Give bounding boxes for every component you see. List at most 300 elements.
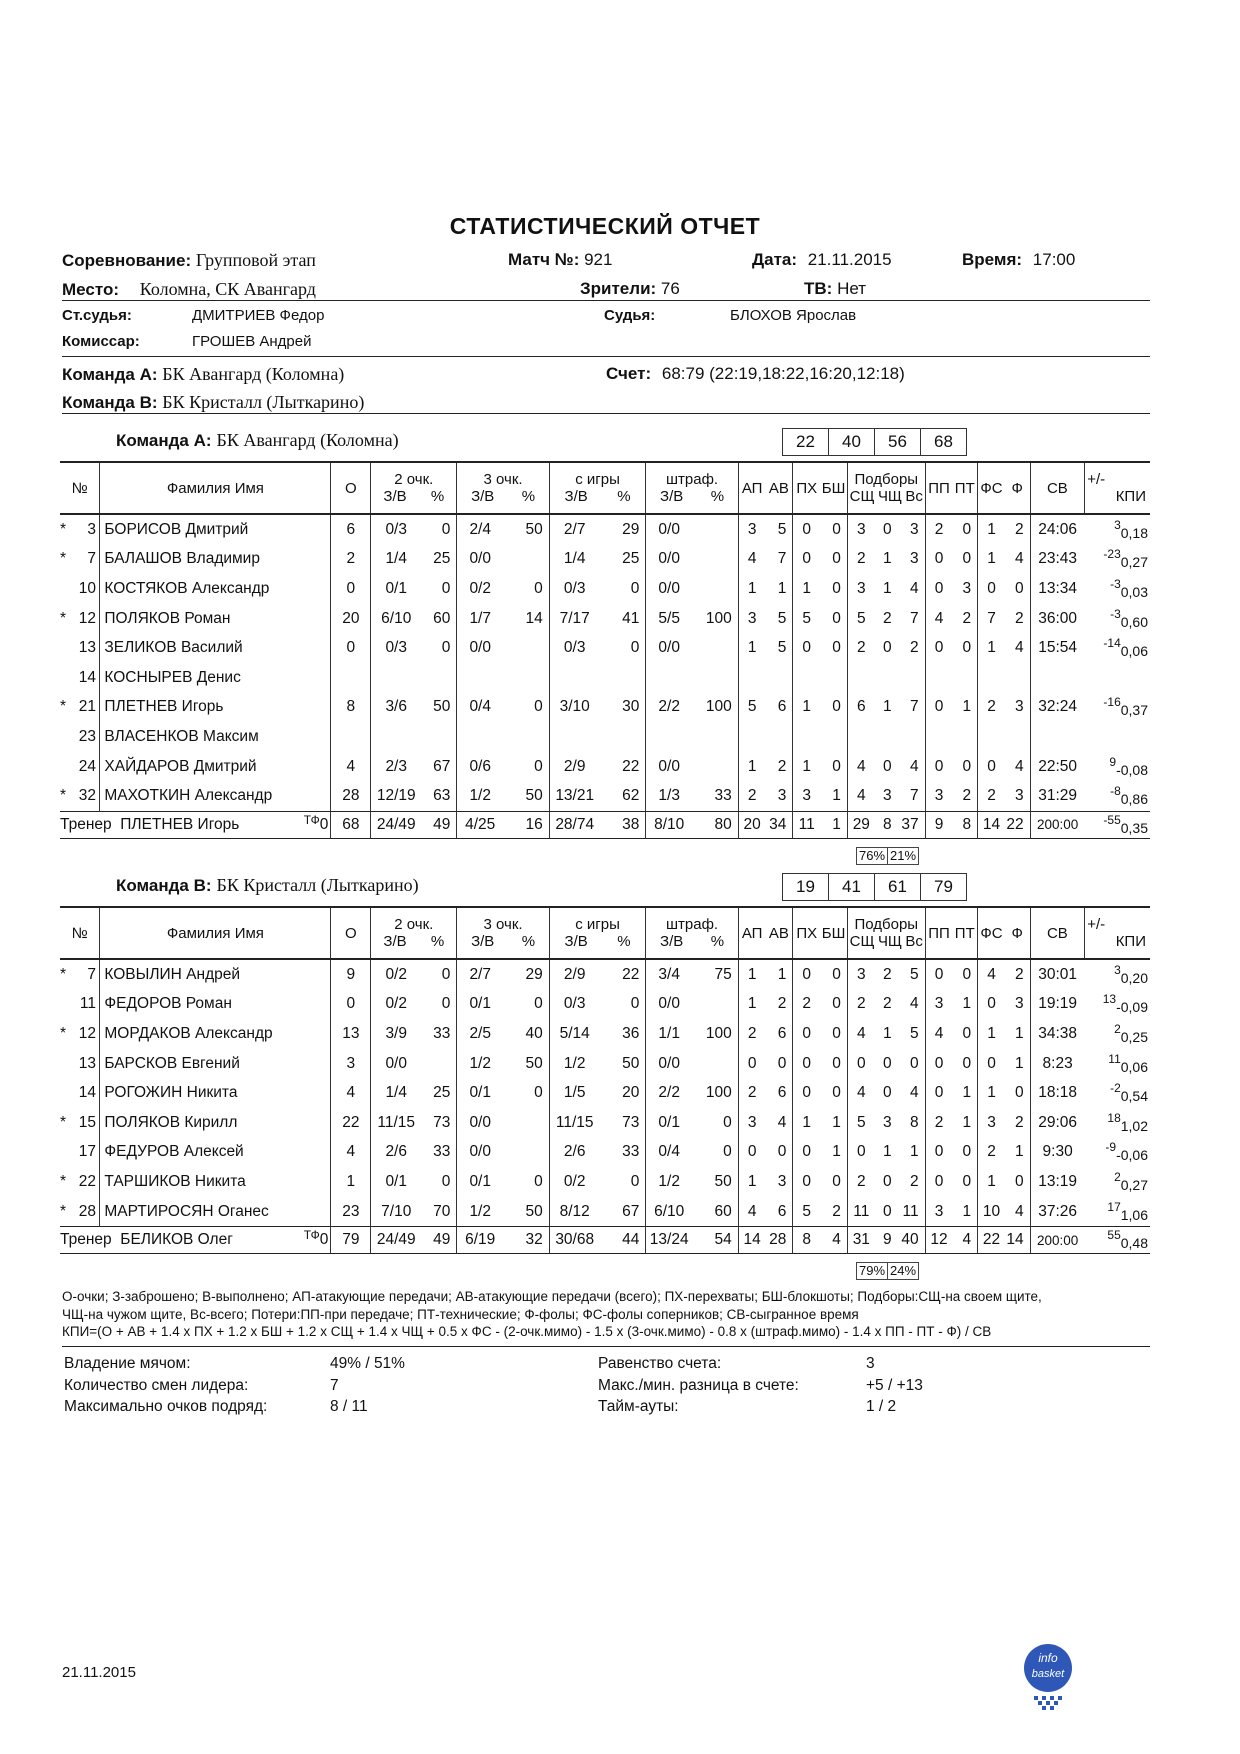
total-rebounds: 2 (910, 639, 919, 657)
total-rebounds: 5 (910, 965, 919, 983)
def-rebounds: 2 (847, 1167, 874, 1197)
free-throws: 2/2 (646, 693, 692, 723)
minutes: 31:29 (1030, 781, 1085, 811)
def-rebounds: 3 (847, 514, 874, 545)
points: 22 (331, 1108, 371, 1138)
turnovers-pass: 9 (925, 811, 952, 838)
player-number: 14 (78, 1084, 96, 1102)
plus-minus-kpi: $^9$-0,08 (1109, 754, 1148, 778)
fouls-drawn: 1 (978, 545, 1005, 575)
field-goals: 0/2 (549, 1167, 599, 1197)
steals: 8 (793, 1227, 820, 1254)
turnovers-tech: 0 (962, 965, 972, 983)
steals: 0 (793, 1049, 820, 1079)
field-goals: 5/14 (549, 1019, 599, 1049)
assists-total (766, 722, 793, 752)
points (331, 722, 371, 752)
assists-total: 1 (777, 965, 787, 983)
total-rebounds: 4 (910, 1084, 919, 1102)
two-pt-pct: 49 (421, 1227, 457, 1254)
turnovers-pass: 0 (925, 574, 952, 604)
player-number: * 32 (60, 787, 96, 805)
def-rebounds: 3 (847, 574, 874, 604)
steals: 0 (793, 633, 820, 663)
assists-total: 6 (777, 1084, 787, 1102)
quarter-score: 61 (874, 873, 921, 901)
free-throws: 0/4 (646, 1138, 692, 1168)
assists: 4 (738, 545, 765, 575)
oreb-pct: 21% (887, 847, 919, 865)
free-throws-pct (692, 752, 738, 782)
fouls-drawn: 3 (978, 1108, 1005, 1138)
off-rebounds: 0 (883, 757, 892, 775)
two-pt: 0/1 (371, 574, 421, 604)
three-pt-pct: 0 (534, 757, 543, 775)
player-name: ПОЛЯКОВ Кирилл (100, 1108, 331, 1138)
assists-total: 5 (777, 520, 787, 538)
turnovers-tech: 2 (962, 787, 972, 805)
points: 0 (331, 633, 371, 663)
three-pt: 1/7 (457, 604, 503, 634)
field-goals-pct: 36 (622, 1024, 640, 1042)
field-goals: 3/10 (549, 693, 599, 723)
three-pt-pct: 29 (525, 965, 543, 983)
plus-minus-kpi: $^{-14}$0,06 (1103, 636, 1148, 660)
three-pt-pct (503, 545, 549, 575)
three-pt-pct (503, 633, 549, 663)
col-header: АП (738, 462, 765, 514)
field-goals: 2/7 (549, 514, 599, 545)
plus-minus-kpi: $^{-3}$0,03 (1110, 576, 1148, 600)
def-rebounds: 29 (847, 811, 874, 838)
fouls-drawn: 0 (978, 574, 1005, 604)
points: 1 (331, 1167, 371, 1197)
referee: Судья: (604, 307, 656, 324)
plus-minus-kpi: $^3$0,20 (1114, 962, 1148, 986)
player-row (60, 990, 1150, 1020)
fouls-drawn: 1 (978, 1167, 1005, 1197)
two-pt (371, 722, 421, 752)
player-number: * 3 (60, 520, 96, 538)
free-throws: 0/0 (646, 1049, 692, 1079)
player-number: * 22 (60, 1172, 96, 1190)
two-pt-pct: 0 (441, 1172, 451, 1190)
two-pt-pct: 70 (433, 1202, 451, 1220)
two-pt-pct: 0 (441, 965, 451, 983)
two-pt-pct: 63 (433, 787, 451, 805)
steals (793, 663, 820, 693)
points: 68 (331, 811, 371, 838)
col-header: ФС (978, 907, 1005, 959)
minutes: 37:26 (1030, 1197, 1085, 1227)
three-pt-pct: 50 (525, 787, 543, 805)
quarter-score: 19 (782, 873, 829, 901)
fouls: 4 (1014, 1202, 1024, 1220)
col-header-group: Подборы СЩ ЧЩ Вс (847, 907, 925, 959)
two-pt: 24/49 (371, 811, 421, 838)
field-goals: 2/9 (549, 752, 599, 782)
turnovers-tech: 1 (962, 995, 972, 1013)
infobasket-logo-icon (1020, 1640, 1076, 1714)
two-pt-pct (421, 663, 457, 693)
legend-line: ЧЩ-на чужом щите, Вс-всего; Потери:ПП-при передаче; ПТ-технические; Ф-фолы; ФС-фолы соперников; СВ-сыгранное время (62, 1306, 859, 1322)
summary-right (598, 1353, 799, 1418)
fouls: 2 (1014, 1113, 1024, 1131)
turnovers-pass: 0 (925, 545, 952, 575)
field-goals: 1/5 (549, 1078, 599, 1108)
turnovers-pass: 4 (925, 1019, 952, 1049)
assists: 1 (738, 990, 765, 1020)
summary-right-values (866, 1353, 923, 1418)
minutes: 18:18 (1030, 1078, 1085, 1108)
player-number: * 7 (60, 550, 96, 568)
team-a-stats-table (60, 461, 1150, 839)
off-rebounds: 3 (883, 787, 892, 805)
field-goals-pct: 50 (622, 1054, 640, 1072)
three-pt: 0/0 (457, 545, 503, 575)
player-name: ФЕДОРОВ Роман (100, 990, 331, 1020)
quarter-score: 41 (828, 873, 875, 901)
player-row (60, 574, 1150, 604)
free-throws: 2/2 (646, 1078, 692, 1108)
fouls-drawn: 1 (978, 514, 1005, 545)
legend-line: КПИ=(О + АВ + 1.4 х ПХ + 1.2 х БШ + 1.2 х СЩ + 1.4 х ЧЩ + 0.5 х ФС - (2-очк.мимо) - 1.5 х (3-очк.мимо) - 0.8 х (штраф.мимо) - 1.4 х ПП - ПТ - Ф) / СВ (62, 1324, 992, 1339)
blocks: 0 (832, 1084, 841, 1102)
points: 9 (331, 959, 371, 990)
off-rebounds: 9 (875, 1227, 900, 1254)
assists-total: 2 (777, 995, 787, 1013)
ties-value: 3 (866, 1355, 875, 1372)
chief-referee: Ст.судья: (62, 307, 132, 324)
def-rebounds: 5 (847, 1108, 874, 1138)
points: 4 (331, 1078, 371, 1108)
total-rebounds: 0 (910, 1054, 919, 1072)
minutes: 13:34 (1030, 574, 1085, 604)
free-throws-pct: 75 (714, 965, 732, 983)
spectators: Зрители: 76 (580, 279, 680, 298)
assists-total: 28 (766, 1227, 793, 1254)
assists: 2 (738, 1078, 765, 1108)
assists-total: 0 (777, 1143, 787, 1161)
two-pt: 1/4 (371, 545, 421, 575)
total-rebounds (900, 663, 925, 693)
steals: 1 (793, 693, 820, 723)
off-rebounds (875, 663, 900, 693)
blocks: 1 (832, 1113, 841, 1131)
team-b-stats-table (60, 906, 1150, 1254)
def-rebounds: 2 (847, 545, 874, 575)
def-rebounds: 2 (847, 990, 874, 1020)
player-row (60, 1108, 1150, 1138)
player-name: ВЛАСЕНКОВ Максим (100, 722, 331, 752)
steals: 5 (793, 604, 820, 634)
quarter-score: 56 (874, 428, 921, 456)
assists: 3 (738, 514, 765, 545)
assists: 1 (738, 959, 765, 990)
fouls: 1 (1014, 1054, 1024, 1072)
total-rebounds: 7 (910, 698, 919, 716)
two-pt-pct (421, 1049, 457, 1079)
assists-total: 3 (777, 787, 787, 805)
col-header: ПТ (952, 462, 977, 514)
plus-minus-kpi: $^{-23}$0,27 (1103, 547, 1148, 571)
blocks (820, 722, 847, 752)
off-rebounds: 2 (883, 965, 892, 983)
blocks: 1 (832, 1143, 841, 1161)
minutes: 23:43 (1030, 545, 1085, 575)
player-name: ЗЕЛИКОВ Василий (100, 633, 331, 663)
free-throws-pct (692, 663, 738, 693)
turnovers-tech: 0 (962, 639, 972, 657)
turnovers-pass: 3 (925, 781, 952, 811)
three-pt: 6/19 (457, 1227, 503, 1254)
team-a-rebound-pct (856, 847, 918, 865)
field-goals: 13/21 (549, 781, 599, 811)
fouls (1005, 722, 1030, 752)
free-throws-pct: 100 (705, 1024, 732, 1042)
turnovers-tech: 1 (962, 1113, 972, 1131)
turnovers-tech: 0 (962, 520, 972, 538)
fouls-drawn: 2 (978, 693, 1005, 723)
three-pt-pct: 0 (534, 995, 543, 1013)
player-number: 10 (78, 579, 96, 597)
blocks: 1 (832, 787, 841, 805)
blocks: 1 (820, 811, 847, 838)
three-pt-pct (503, 663, 549, 693)
field-goals: 2/9 (549, 959, 599, 990)
two-pt-pct: 60 (433, 609, 451, 627)
free-throws: 0/1 (646, 1108, 692, 1138)
turnovers-tech: 0 (962, 1172, 972, 1190)
match-date: Дата: 21.11.2015 (752, 250, 892, 269)
turnovers-pass: 12 (925, 1227, 952, 1254)
def-rebounds: 6 (847, 693, 874, 723)
player-row (60, 1197, 1150, 1227)
minutes: 15:54 (1030, 633, 1085, 663)
off-rebounds (875, 722, 900, 752)
three-pt: 0/0 (457, 633, 503, 663)
col-header: О (331, 462, 371, 514)
three-pt-pct: 50 (525, 520, 543, 538)
assists-total: 1 (777, 579, 787, 597)
two-pt: 2/6 (371, 1138, 421, 1168)
player-row (60, 752, 1150, 782)
player-row (60, 545, 1150, 575)
col-header: ПТ (952, 907, 977, 959)
off-rebounds: 0 (883, 639, 892, 657)
two-pt: 3/6 (371, 693, 421, 723)
field-goals-pct: 0 (630, 579, 640, 597)
field-goals (549, 722, 599, 752)
three-pt: 0/6 (457, 752, 503, 782)
player-number: 13 (78, 639, 96, 657)
plus-minus-kpi: $^{55}$0,48 (1085, 1227, 1150, 1254)
player-number: 24 (78, 757, 96, 775)
points: 2 (331, 545, 371, 575)
assists-total: 6 (777, 698, 787, 716)
blocks: 0 (832, 698, 841, 716)
three-pt: 2/4 (457, 514, 503, 545)
two-pt: 0/3 (371, 633, 421, 663)
points: 79 (331, 1227, 371, 1254)
steals: 0 (793, 1138, 820, 1168)
player-name: БАРСКОВ Евгений (100, 1049, 331, 1079)
def-rebounds: 4 (847, 752, 874, 782)
plus-minus-kpi: $^3$0,18 (1114, 517, 1148, 541)
chief-referee-name: ДМИТРИЕВ Федор (192, 307, 325, 324)
blocks: 0 (832, 609, 841, 627)
quarter-score: 22 (782, 428, 829, 456)
possession-label: Владение мячом: (64, 1355, 191, 1372)
field-goals-pct: 33 (622, 1143, 640, 1161)
free-throws: 1/2 (646, 1167, 692, 1197)
field-goals: 7/17 (549, 604, 599, 634)
three-pt-pct: 0 (534, 579, 543, 597)
col-header-group: 3 очк. З/В % (457, 907, 549, 959)
fouls-drawn: 4 (978, 959, 1005, 990)
steals (793, 722, 820, 752)
total-rebounds: 1 (910, 1143, 919, 1161)
player-name: МАХОТКИН Александр (100, 781, 331, 811)
def-rebounds: 11 (847, 1197, 874, 1227)
fouls: 14 (1005, 1227, 1030, 1254)
points: 0 (331, 990, 371, 1020)
total-rebounds (900, 722, 925, 752)
player-row (60, 693, 1150, 723)
player-number: * 15 (60, 1113, 96, 1131)
player-number: * 7 (60, 965, 96, 983)
plus-minus-kpi: $^{17}$1,06 (1107, 1199, 1148, 1223)
steals: 0 (793, 1078, 820, 1108)
field-goals-pct: 67 (622, 1202, 640, 1220)
field-goals-pct (600, 722, 646, 752)
free-throws: 6/10 (646, 1197, 692, 1227)
possession-value: 49% / 51% (330, 1355, 405, 1372)
leader-changes-label: Количество смен лидера: (64, 1376, 249, 1394)
two-pt: 0/0 (371, 1049, 421, 1079)
turnovers-pass: 0 (925, 1049, 952, 1079)
fouls-drawn: 1 (978, 1019, 1005, 1049)
turnovers-pass: 0 (925, 1078, 952, 1108)
team-total-row (60, 811, 1150, 838)
player-row (60, 781, 1150, 811)
fouls (1005, 663, 1030, 693)
field-goals: 0/3 (549, 990, 599, 1020)
three-pt: 1/2 (457, 1197, 503, 1227)
col-header: ПП (925, 462, 952, 514)
player-name: БОРИСОВ Дмитрий (100, 514, 331, 545)
field-goals-pct: 62 (622, 787, 640, 805)
steals: 1 (793, 1108, 820, 1138)
turnovers-tech: 1 (962, 1084, 972, 1102)
assists-total: 0 (777, 1054, 787, 1072)
total-rebounds: 37 (900, 811, 925, 838)
three-pt-pct (503, 722, 549, 752)
field-goals-pct: 0 (630, 1172, 640, 1190)
col-header: СВ (1030, 907, 1085, 959)
col-header-group: +/- КПИ (1085, 462, 1150, 514)
free-throws-pct: 50 (714, 1172, 732, 1190)
two-pt: 7/10 (371, 1197, 421, 1227)
blocks: 2 (832, 1202, 841, 1220)
three-pt: 0/0 (457, 1138, 503, 1168)
player-row (60, 633, 1150, 663)
two-pt: 2/3 (371, 752, 421, 782)
points: 20 (331, 604, 371, 634)
col-header-group: с игры З/В % (549, 907, 646, 959)
commissar: Комиссар: (62, 333, 140, 350)
player-row (60, 1049, 1150, 1079)
total-rebounds: 11 (902, 1202, 919, 1220)
turnovers-pass: 0 (925, 752, 952, 782)
turnovers-pass (925, 722, 952, 752)
player-number: * 28 (60, 1202, 96, 1220)
field-goals-pct: 20 (622, 1084, 640, 1102)
assists: 1 (738, 1167, 765, 1197)
col-header: Фамилия Имя (100, 907, 331, 959)
turnovers-tech: 0 (962, 1024, 972, 1042)
free-throws-pct: 54 (692, 1227, 738, 1254)
three-pt: 0/1 (457, 990, 503, 1020)
free-throws: 0/0 (646, 633, 692, 663)
assists-total: 3 (777, 1172, 787, 1190)
three-pt-pct: 0 (534, 1172, 543, 1190)
field-goals: 30/68 (549, 1227, 599, 1254)
assists: 14 (738, 1227, 765, 1254)
field-goals: 1/2 (549, 1049, 599, 1079)
steals: 0 (793, 959, 820, 990)
off-rebounds: 0 (883, 520, 892, 538)
assists: 1 (738, 752, 765, 782)
two-pt-pct: 49 (421, 811, 457, 838)
fouls: 3 (1014, 995, 1024, 1013)
turnovers-tech: 0 (962, 757, 972, 775)
col-header: № (60, 462, 100, 514)
oreb-pct: 24% (887, 1262, 919, 1280)
svg-text:basket: basket (1031, 1668, 1065, 1680)
turnovers-pass: 0 (925, 633, 952, 663)
plus-minus-kpi: $^{-3}$0,60 (1110, 606, 1148, 630)
col-header: ФС (978, 462, 1005, 514)
off-rebounds: 1 (883, 1143, 892, 1161)
team-b-rebound-pct (856, 1262, 918, 1280)
three-pt-pct: 16 (503, 811, 549, 838)
minutes: 13:19 (1030, 1167, 1085, 1197)
points: 13 (331, 1019, 371, 1049)
fouls: 4 (1014, 639, 1024, 657)
steals: 11 (793, 811, 820, 838)
free-throws: 0/0 (646, 545, 692, 575)
steals: 1 (793, 574, 820, 604)
def-rebounds: 0 (847, 1049, 874, 1079)
coach: Тренер ПЛЕТНЕВ Игорь $^{ТФ}$0 (60, 811, 331, 838)
assists-total: 5 (777, 609, 787, 627)
plus-minus-kpi: $^2$0,25 (1114, 1021, 1148, 1045)
turnovers-pass: 3 (925, 990, 952, 1020)
quarter-score: 79 (920, 873, 967, 901)
steals: 1 (793, 752, 820, 782)
two-pt: 0/1 (371, 1167, 421, 1197)
timeouts-value: 1 / 2 (866, 1398, 897, 1415)
total-rebounds: 4 (910, 995, 919, 1013)
off-rebounds: 3 (883, 1113, 892, 1131)
fouls: 2 (1014, 520, 1024, 538)
field-goals: 0/3 (549, 633, 599, 663)
two-pt-pct: 73 (433, 1113, 451, 1131)
blocks: 0 (832, 639, 841, 657)
points: 4 (331, 752, 371, 782)
blocks: 0 (832, 1054, 841, 1072)
